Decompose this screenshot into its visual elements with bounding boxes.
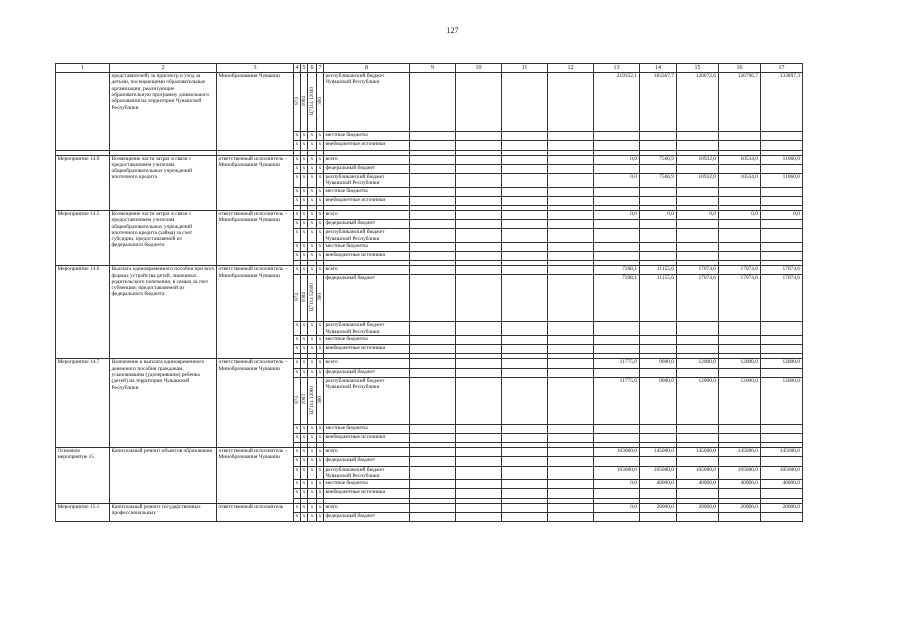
page-number: 127 bbox=[446, 26, 459, 35]
code-placeholder: x bbox=[301, 187, 308, 196]
code-placeholder: x bbox=[308, 466, 317, 480]
code-placeholder: x bbox=[294, 252, 301, 261]
code-expense: 300 bbox=[317, 293, 323, 302]
code-ministry: 874 bbox=[294, 293, 300, 302]
value-cell: 105000,0 bbox=[719, 466, 761, 480]
value-cell: 12000,0 bbox=[677, 359, 719, 368]
code-placeholder: x bbox=[301, 489, 308, 498]
code-placeholder: x bbox=[301, 164, 308, 173]
header-cell: 3 bbox=[217, 64, 294, 73]
code-placeholder: x bbox=[294, 210, 301, 219]
header-cell: 1 bbox=[56, 64, 110, 73]
measure-description: Выплата единовременного пособия при всех формах устройства детей, лишенных родительского попечения, в семью за счет субвенции, предоставляемой из федерального бюджета bbox=[110, 266, 217, 359]
value-cell: 219352,1 bbox=[594, 73, 640, 132]
value-cell: 145000,0 bbox=[719, 448, 761, 457]
code-placeholder: x bbox=[294, 448, 301, 457]
code-placeholder: x bbox=[308, 322, 317, 336]
code-placeholder: x bbox=[294, 424, 301, 433]
code-placeholder: x bbox=[308, 336, 317, 345]
measure-name: Мероприятие 14.7 bbox=[56, 359, 110, 448]
program-table bbox=[55, 63, 803, 522]
code-placeholder: x bbox=[308, 141, 317, 150]
code-placeholder: x bbox=[301, 252, 308, 261]
code-target: Ц7114 12060 bbox=[309, 385, 315, 414]
code-placeholder: x bbox=[301, 424, 308, 433]
value-cell: 17074,6 bbox=[719, 275, 761, 322]
responsible-executor: ответственный исполнитель – Минобразования Чувашии bbox=[217, 266, 294, 359]
code-placeholder: x bbox=[308, 359, 317, 368]
code-placeholder: x bbox=[308, 503, 317, 512]
code-placeholder: x bbox=[317, 266, 324, 275]
code-placeholder: x bbox=[308, 345, 317, 354]
value-cell: 0,0 bbox=[594, 210, 640, 219]
code-placeholder: x bbox=[301, 457, 308, 466]
value-cell: 0,0 bbox=[594, 173, 640, 187]
funding-source: местные бюджеты bbox=[324, 336, 410, 345]
code-placeholder: x bbox=[301, 132, 308, 141]
code-placeholder: x bbox=[317, 512, 324, 521]
funding-source: федеральный бюджет bbox=[324, 457, 410, 466]
code-placeholder: x bbox=[317, 164, 324, 173]
code-placeholder: x bbox=[301, 266, 308, 275]
funding-source: внебюджетные источники bbox=[324, 345, 410, 354]
value-cell: 105000,0 bbox=[761, 466, 803, 480]
code-placeholder: x bbox=[294, 187, 301, 196]
funding-source: местные бюджеты bbox=[324, 132, 410, 141]
code-target: Ц7114 52600 bbox=[309, 283, 315, 312]
funding-source: внебюджетные источники bbox=[324, 433, 410, 442]
code-placeholder: x bbox=[317, 457, 324, 466]
code-placeholder: x bbox=[301, 220, 308, 229]
header-cell: 8 bbox=[324, 64, 410, 73]
code-section: 1003 bbox=[301, 394, 307, 405]
code-placeholder: x bbox=[294, 336, 301, 345]
code-placeholder: x bbox=[301, 322, 308, 336]
funding-source: местные бюджеты bbox=[324, 424, 410, 433]
code-placeholder: x bbox=[301, 196, 308, 205]
code-placeholder: x bbox=[317, 141, 324, 150]
value-cell: 7208,1 bbox=[594, 266, 640, 275]
code-placeholder: x bbox=[317, 322, 324, 336]
value-cell: 7566,9 bbox=[640, 155, 677, 164]
value-cell: 40000,0 bbox=[640, 480, 677, 489]
code-placeholder: x bbox=[317, 489, 324, 498]
value-cell: 11775,0 bbox=[594, 359, 640, 368]
code-placeholder: x bbox=[301, 448, 308, 457]
table-row bbox=[56, 266, 803, 275]
funding-source: всего bbox=[324, 359, 410, 368]
header-cell: 15 bbox=[677, 64, 719, 73]
funding-source: всего bbox=[324, 155, 410, 164]
code-placeholder: x bbox=[317, 196, 324, 205]
code-expense: 300 bbox=[317, 395, 323, 404]
funding-source: республиканский бюджет Чувашской Республики bbox=[324, 466, 410, 480]
code-placeholder: x bbox=[294, 155, 301, 164]
code-placeholder: x bbox=[301, 359, 308, 368]
responsible-executor: ответственный исполнитель – Минобразования Чувашии bbox=[217, 210, 294, 265]
value-cell: 12000,0 bbox=[677, 377, 719, 424]
value-cell: 0,0 bbox=[640, 210, 677, 219]
code-placeholder: x bbox=[317, 229, 324, 243]
value-cell: 105000,0 bbox=[677, 466, 719, 480]
value-cell: 17074,6 bbox=[719, 266, 761, 275]
code-placeholder: x bbox=[308, 489, 317, 498]
code-placeholder: x bbox=[301, 155, 308, 164]
code-placeholder: x bbox=[294, 433, 301, 442]
funding-source: федеральный бюджет bbox=[324, 220, 410, 229]
code-placeholder: x bbox=[294, 196, 301, 205]
header-cell: 12 bbox=[548, 64, 594, 73]
code-placeholder: x bbox=[301, 466, 308, 480]
code-placeholder: x bbox=[317, 368, 324, 377]
code-placeholder: x bbox=[308, 512, 317, 521]
value-cell: 20000,0 bbox=[640, 503, 677, 512]
measure-description: Капитальный ремонт объектов образования bbox=[110, 448, 217, 503]
value-cell: 9000,0 bbox=[640, 359, 677, 368]
code-placeholder: x bbox=[301, 242, 308, 251]
value-cell: 12000,0 bbox=[719, 377, 761, 424]
value-cell: 11775,0 bbox=[594, 377, 640, 424]
header-cell: 6 bbox=[308, 64, 317, 73]
value-cell: 17074,6 bbox=[761, 266, 803, 275]
code-placeholder: x bbox=[317, 359, 324, 368]
value-cell: 10534,0 bbox=[719, 155, 761, 164]
code-target: Ц7114 12040 bbox=[309, 86, 315, 116]
header-cell: 2 bbox=[110, 64, 217, 73]
measure-name: Мероприятие 14.5 bbox=[56, 210, 110, 265]
funding-source: федеральный бюджет bbox=[324, 164, 410, 173]
code-placeholder: x bbox=[308, 187, 317, 196]
code-ministry: 874 bbox=[294, 395, 300, 404]
funding-source: федеральный бюджет bbox=[324, 512, 410, 521]
code-section: 1004 bbox=[301, 292, 307, 303]
value-cell: 17074,6 bbox=[677, 266, 719, 275]
funding-source: местные бюджеты bbox=[324, 480, 410, 489]
value-cell: 145000,0 bbox=[640, 448, 677, 457]
funding-source: республиканский бюджет Чувашской Республики bbox=[324, 322, 410, 336]
funding-source: внебюджетные источники bbox=[324, 489, 410, 498]
code-placeholder: x bbox=[301, 345, 308, 354]
value-cell: 11060,0 bbox=[761, 173, 803, 187]
funding-source: федеральный бюджет bbox=[324, 368, 410, 377]
value-cell: 40000,0 bbox=[677, 480, 719, 489]
header-cell: 17 bbox=[761, 64, 803, 73]
code-placeholder: x bbox=[308, 266, 317, 275]
value-cell: 17074,6 bbox=[761, 275, 803, 322]
funding-source: всего bbox=[324, 266, 410, 275]
table-row bbox=[56, 210, 803, 219]
funding-source: всего bbox=[324, 503, 410, 512]
measure-name: Основное мероприятие 15 bbox=[56, 448, 110, 503]
code-placeholder: x bbox=[317, 252, 324, 261]
value-cell: 11155,6 bbox=[640, 266, 677, 275]
code-placeholder: x bbox=[308, 173, 317, 187]
value-cell: 0,0 bbox=[719, 210, 761, 219]
code-placeholder: x bbox=[308, 229, 317, 243]
code-placeholder: x bbox=[308, 448, 317, 457]
value-cell: 20000,0 bbox=[677, 503, 719, 512]
header-cell: 4 bbox=[295, 64, 299, 71]
header-cell: 16 bbox=[719, 64, 761, 73]
value-cell: 145000,0 bbox=[677, 448, 719, 457]
measure-name: Мероприятие 14.6 bbox=[56, 266, 110, 359]
funding-source: республиканский бюджет Чувашской Республики bbox=[324, 377, 410, 424]
measure-description: Капитальный ремонт государственных профессиональных bbox=[110, 503, 217, 521]
header-cell: 9 bbox=[410, 64, 456, 73]
value-cell: 12000,0 bbox=[719, 359, 761, 368]
code-placeholder: x bbox=[301, 173, 308, 187]
header-cell: 14 bbox=[640, 64, 677, 73]
code-placeholder: x bbox=[294, 457, 301, 466]
code-placeholder: x bbox=[308, 220, 317, 229]
code-placeholder: x bbox=[301, 368, 308, 377]
code-placeholder: x bbox=[294, 512, 301, 521]
value-cell: 12000,0 bbox=[761, 359, 803, 368]
value-cell: 145000,0 bbox=[761, 448, 803, 457]
value-cell: 10534,0 bbox=[719, 173, 761, 187]
measure-description: Возмещение части затрат в связи с предоставлением учителям общеобразовательных учреждений ипотечного кредита (займа) за счет субсидии, предоставляемой из федерального бюджета bbox=[110, 210, 217, 265]
code-placeholder: x bbox=[317, 155, 324, 164]
code-placeholder: x bbox=[317, 187, 324, 196]
code-ministry: 874 bbox=[294, 97, 300, 105]
code-section: 1004 bbox=[301, 95, 307, 107]
funding-source: местные бюджеты bbox=[324, 187, 410, 196]
code-placeholder: x bbox=[308, 252, 317, 261]
code-placeholder: x bbox=[301, 141, 308, 150]
value-cell: 120072,6 bbox=[677, 73, 719, 132]
table-row bbox=[56, 359, 803, 368]
code-placeholder: x bbox=[317, 173, 324, 187]
code-placeholder: x bbox=[308, 164, 317, 173]
code-placeholder: x bbox=[317, 424, 324, 433]
code-placeholder: x bbox=[294, 266, 301, 275]
code-placeholder: x bbox=[308, 457, 317, 466]
funding-source: местные бюджеты bbox=[324, 242, 410, 251]
responsible-executor: ответственный исполнитель – Минобразования Чувашии bbox=[217, 359, 294, 448]
value-cell: 17074,6 bbox=[677, 275, 719, 322]
value-cell: 183367,7 bbox=[640, 73, 677, 132]
table-row bbox=[56, 448, 803, 457]
code-placeholder: x bbox=[301, 229, 308, 243]
code-placeholder: x bbox=[294, 368, 301, 377]
code-placeholder: x bbox=[294, 220, 301, 229]
code-placeholder: x bbox=[308, 433, 317, 442]
code-placeholder: x bbox=[294, 164, 301, 173]
measure-description: Назначение и выплата единовременного денежного пособия гражданам, усыновившим (удочерившим) ребенка (детей) на территории Чувашской Республики bbox=[110, 359, 217, 448]
code-placeholder: x bbox=[308, 242, 317, 251]
header-cell: 7 bbox=[318, 64, 322, 71]
table-row bbox=[56, 73, 803, 132]
value-cell: 20000,0 bbox=[719, 503, 761, 512]
value-cell: 9000,0 bbox=[640, 377, 677, 424]
code-placeholder: x bbox=[308, 480, 317, 489]
code-placeholder: x bbox=[317, 503, 324, 512]
value-cell: 0,0 bbox=[594, 155, 640, 164]
code-placeholder: x bbox=[294, 503, 301, 512]
header-cell: 11 bbox=[502, 64, 548, 73]
funding-source: федеральный бюджет bbox=[324, 275, 410, 322]
funding-source: всего bbox=[324, 448, 410, 457]
value-cell: 7208,1 bbox=[594, 275, 640, 322]
code-placeholder: x bbox=[308, 424, 317, 433]
header-cell: 10 bbox=[456, 64, 502, 73]
table-row bbox=[56, 503, 803, 512]
value-cell: 40000,0 bbox=[761, 480, 803, 489]
funding-source: республиканский бюджет Чувашской Республики bbox=[324, 173, 410, 187]
code-placeholder: x bbox=[294, 242, 301, 251]
code-placeholder: x bbox=[294, 322, 301, 336]
funding-source: внебюджетные источники bbox=[324, 196, 410, 205]
code-placeholder: x bbox=[317, 345, 324, 354]
measure-description: Возмещение части затрат в связи с предоставлением учителям общеобразовательных учреждений ипотечного кредита bbox=[110, 155, 217, 210]
code-placeholder: x bbox=[317, 220, 324, 229]
value-cell: 105000,0 bbox=[640, 466, 677, 480]
responsible-executor: ответственный исполнитель – Минобразования Чувашии bbox=[217, 155, 294, 210]
table-row bbox=[56, 155, 803, 164]
code-placeholder: x bbox=[294, 141, 301, 150]
code-placeholder: x bbox=[317, 210, 324, 219]
code-placeholder: x bbox=[308, 210, 317, 219]
header-cell: 13 bbox=[594, 64, 640, 73]
measure-name: Мероприятие 15.1 bbox=[56, 503, 110, 521]
funding-source: всего bbox=[324, 210, 410, 219]
code-placeholder: x bbox=[308, 368, 317, 377]
value-cell: 40000,0 bbox=[719, 480, 761, 489]
code-placeholder: x bbox=[317, 480, 324, 489]
funding-source: внебюджетные источники bbox=[324, 252, 410, 261]
funding-source: внебюджетные источники bbox=[324, 141, 410, 150]
header-row bbox=[56, 64, 803, 73]
responsible-executor: ответственный исполнитель bbox=[217, 503, 294, 521]
funding-source: республиканский бюджет Чувашской Республики bbox=[324, 229, 410, 243]
code-placeholder: x bbox=[301, 503, 308, 512]
code-placeholder: x bbox=[301, 480, 308, 489]
code-placeholder: x bbox=[301, 336, 308, 345]
value-cell: 103000,0 bbox=[594, 448, 640, 457]
value-cell: 10932,0 bbox=[677, 173, 719, 187]
measure-description: представителей) за присмотр и уход за детьми, посещающими образовательные организации, реализующие образовательную программу дошкольного образования на территории Чувашской Республики bbox=[110, 73, 217, 150]
header-cell: 5 bbox=[302, 64, 306, 71]
code-placeholder: x bbox=[294, 229, 301, 243]
value-cell: 0,0 bbox=[677, 210, 719, 219]
code-placeholder: x bbox=[294, 359, 301, 368]
code-placeholder: x bbox=[294, 132, 301, 141]
responsible-executor: Минобразования Чувашии bbox=[217, 73, 294, 150]
code-placeholder: x bbox=[317, 242, 324, 251]
code-placeholder: x bbox=[301, 512, 308, 521]
value-cell: 11060,0 bbox=[761, 155, 803, 164]
responsible-executor: ответственный исполнитель – Минобразования Чувашии bbox=[217, 448, 294, 503]
code-placeholder: x bbox=[294, 345, 301, 354]
code-expense: 300 bbox=[317, 97, 323, 105]
value-cell: 7566,9 bbox=[640, 173, 677, 187]
value-cell: 0,0 bbox=[761, 210, 803, 219]
code-placeholder: x bbox=[317, 433, 324, 442]
code-placeholder: x bbox=[301, 210, 308, 219]
code-placeholder: x bbox=[317, 466, 324, 480]
code-placeholder: x bbox=[317, 336, 324, 345]
code-placeholder: x bbox=[317, 448, 324, 457]
value-cell: 126796,7 bbox=[719, 73, 761, 132]
code-placeholder: x bbox=[294, 173, 301, 187]
code-placeholder: x bbox=[317, 132, 324, 141]
code-placeholder: x bbox=[301, 433, 308, 442]
measure-name: Мероприятие 14.9 bbox=[56, 155, 110, 210]
value-cell: 0,0 bbox=[594, 480, 640, 489]
value-cell: 12000,0 bbox=[761, 377, 803, 424]
code-placeholder: x bbox=[294, 489, 301, 498]
value-cell: 0,0 bbox=[594, 503, 640, 512]
value-cell: 10932,0 bbox=[677, 155, 719, 164]
value-cell: 20000,0 bbox=[761, 503, 803, 512]
value-cell: 133897,3 bbox=[761, 73, 803, 132]
funding-source: республиканский бюджет Чувашской Республики bbox=[324, 73, 410, 132]
value-cell: 11155,6 bbox=[640, 275, 677, 322]
code-placeholder: x bbox=[294, 466, 301, 480]
value-cell: 103000,0 bbox=[594, 466, 640, 480]
code-placeholder: x bbox=[308, 155, 317, 164]
code-placeholder: x bbox=[308, 196, 317, 205]
code-placeholder: x bbox=[308, 132, 317, 141]
code-placeholder: x bbox=[294, 480, 301, 489]
